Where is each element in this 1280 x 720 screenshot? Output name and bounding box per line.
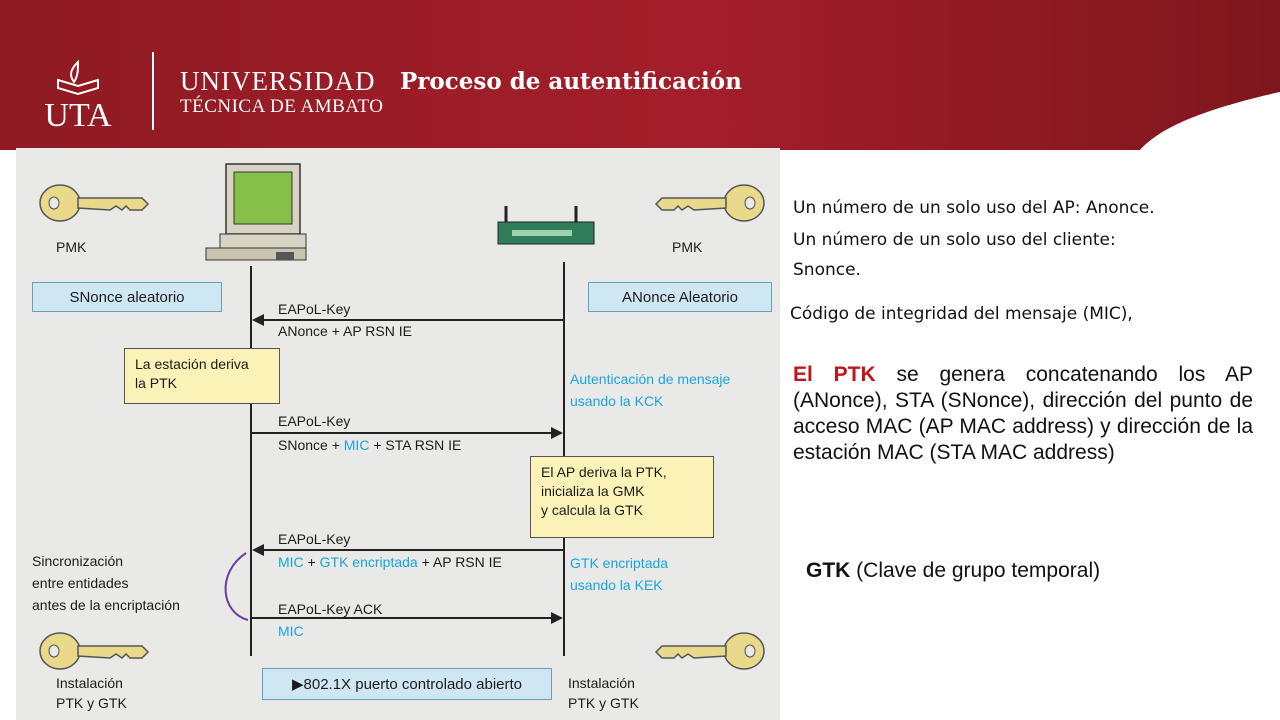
ptk-rest: se genera concatenando los AP (ANonce), STA (SNonce), dirección del punto de acceso MAC (AP MAC address) y dirección de la estación MAC (STA MAC address) [793,363,1253,464]
station-derive-line2: la PTK [135,375,178,391]
gtk-rest: (Clave de grupo temporal) [850,559,1101,582]
msg3-mic: MIC [278,554,304,570]
router-icon [498,206,594,244]
install-left-line2: PTK y GTK [56,695,127,711]
ap-derive-line3: y calcula la GTK [541,502,643,518]
station-derive-box [124,348,280,404]
gtk-enc-line2: usando la KEK [570,577,663,593]
slide-title: Proceso de autentificación [400,68,742,95]
msg3-line2 [278,553,502,571]
station-derive-line1: La estación deriva [135,356,249,372]
key-icon [40,185,148,221]
uta-logo [28,58,128,130]
key-icon [656,633,764,669]
msg1-line1: EAPoL-Key [278,301,351,317]
gtk-text [806,558,1100,584]
right-pmk-label: PMK [672,239,703,255]
university-name: UNIVERSIDAD [180,66,376,96]
install-right-line1: Instalación [568,675,635,691]
mic-text: Código de integridad del mensaje (MIC), [790,304,1133,324]
install-left-line1: Instalación [56,675,123,691]
ap-derive-box [530,456,714,538]
msg2-mic: MIC [343,437,370,453]
anonce-box: ANonce Aleatorio [588,282,772,312]
handshake-diagram [16,148,780,720]
ptk-paragraph [793,362,1253,466]
auth-msg-line2: usando la KCK [570,393,664,409]
auth-msg-line1: Autenticación de mensaje [570,371,731,387]
install-right-line2: PTK y GTK [568,695,639,711]
diagram-graphics [16,148,780,720]
logo-divider [152,52,154,130]
ptk-highlight: El PTK [793,363,876,386]
sync-line1: Sincronización [32,553,124,569]
anonce-text: Un número de un solo uso del AP: Anonce. [793,198,1155,218]
key-icon [656,185,764,221]
msg3-line1: EAPoL-Key [278,531,351,547]
msg3-part2: + AP RSN IE [417,554,502,570]
gtk-bold: GTK [806,559,851,582]
msg4-mic: MIC [278,623,304,639]
key-icon [40,633,148,669]
msg4-line1: EAPoL-Key ACK [278,601,383,617]
msg2-part2: + STA RSN IE [369,437,462,453]
logo-abbr: UTA [44,97,112,130]
university-subname: TÉCNICA DE AMBATO [180,96,384,117]
msg3-gtk: GTK encriptada [319,554,418,570]
snonce-box: SNonce aleatorio [32,282,222,312]
sync-line2: entre entidades [32,575,129,591]
snonce-text-line2: Snonce. [793,260,861,280]
msg3-plus: + [303,554,320,570]
computer-icon [206,164,306,260]
sync-line3: antes de la encriptación [32,597,180,613]
snonce-text-line1: Un número de un solo uso del cliente: [793,230,1116,250]
msg1-line2: ANonce + AP RSN IE [278,323,412,339]
msg2-part1: SNonce + [278,437,344,453]
gtk-enc-line1: GTK encriptada [570,555,669,571]
left-pmk-label: PMK [56,239,87,255]
ap-derive-line1: El AP deriva la PTK, [541,464,667,480]
ap-derive-line2: inicializa la GMK [541,483,645,499]
port-open-box: ▶802.1X puerto controlado abierto [262,668,552,700]
msg2-line2 [278,436,461,454]
msg2-line1: EAPoL-Key [278,413,351,429]
